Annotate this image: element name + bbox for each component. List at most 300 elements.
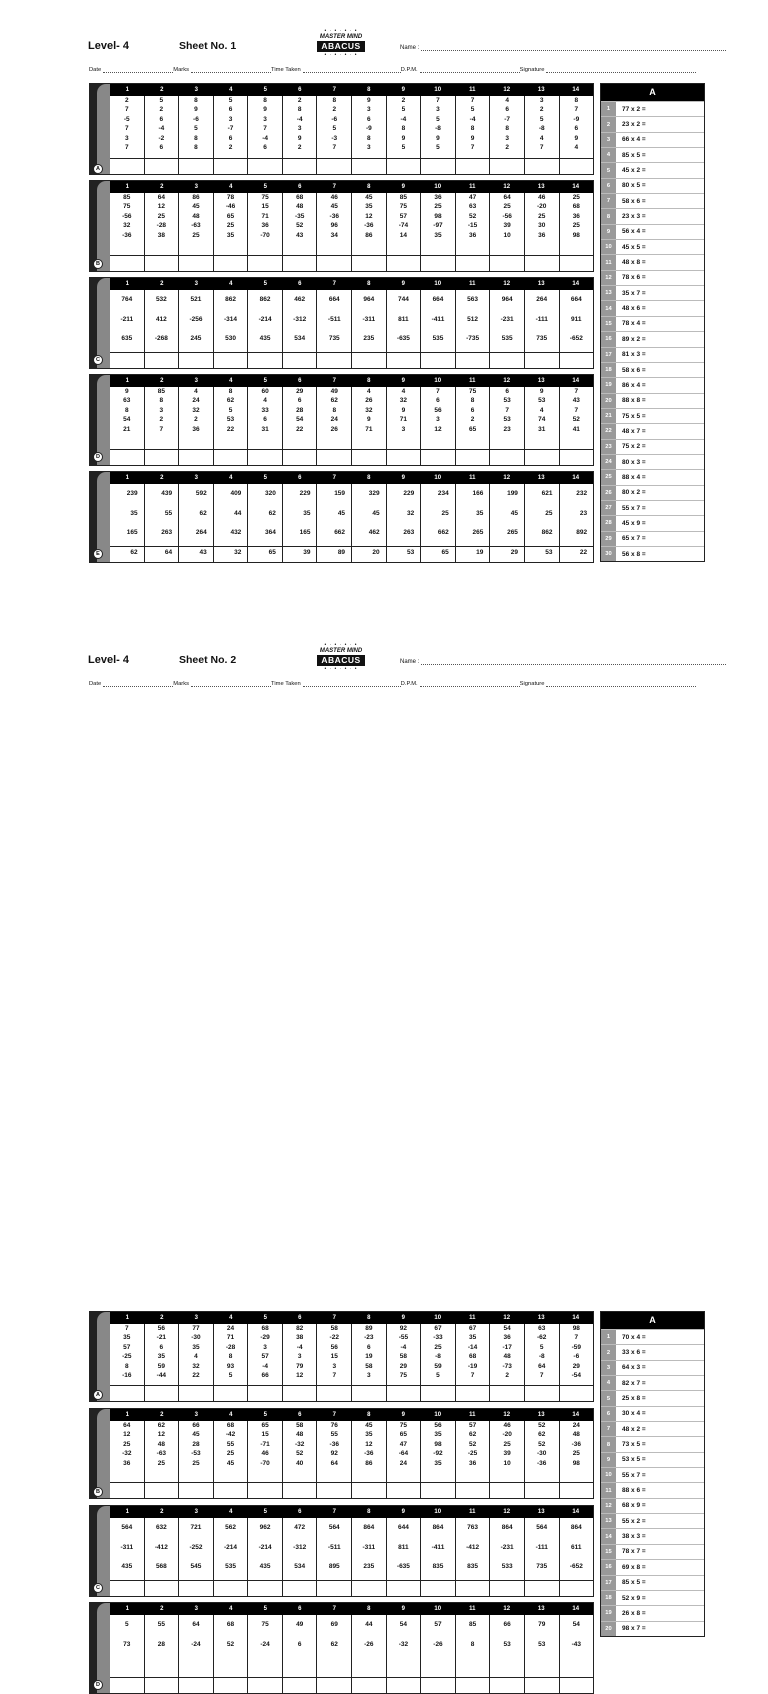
answer-cell[interactable] — [213, 450, 248, 465]
answer-cell[interactable] — [386, 1678, 421, 1693]
answer-cell[interactable] — [559, 256, 594, 271]
multiplication-row[interactable] — [601, 331, 704, 346]
answer-cell[interactable] — [282, 1678, 317, 1693]
block-letter-badge: C — [93, 1583, 103, 1593]
multiplication-row[interactable] — [601, 377, 704, 392]
answer-cell[interactable] — [316, 353, 351, 368]
answer-cell[interactable] — [178, 1483, 213, 1498]
problem-number: 64 — [538, 1362, 546, 1370]
problem-number: 263 — [403, 529, 415, 536]
time-taken-line[interactable] — [303, 681, 401, 687]
multiplication-row[interactable] — [601, 178, 704, 193]
problem-number: 49 — [330, 388, 338, 395]
answer-cell[interactable] — [316, 1581, 351, 1596]
problem-number: 862 — [541, 529, 553, 536]
column-number: 8 — [367, 1315, 371, 1321]
answer-cell[interactable] — [213, 547, 248, 562]
multiplication-row[interactable] — [601, 1329, 704, 1344]
answer-cell[interactable] — [213, 256, 248, 271]
problem-number: 24 — [572, 1422, 580, 1429]
multiplication-row[interactable] — [601, 1513, 704, 1528]
multiplication-row[interactable] — [601, 239, 704, 254]
answer-cell[interactable] — [420, 1678, 455, 1693]
multiplication-row[interactable] — [601, 515, 704, 530]
answer-cell[interactable] — [386, 159, 421, 174]
answer-cell[interactable] — [524, 1386, 559, 1401]
multiplication-row[interactable] — [601, 1498, 704, 1513]
answer-cell[interactable] — [455, 1386, 490, 1401]
answer-cell[interactable] — [351, 450, 386, 465]
answer-cell[interactable] — [524, 353, 559, 368]
multiplication-row[interactable] — [601, 1390, 704, 1405]
multiplication-row[interactable] — [601, 101, 704, 116]
multiplication-row[interactable] — [601, 1559, 704, 1574]
logo-top-text: MASTER MIND — [319, 34, 363, 40]
multiplication-row[interactable] — [601, 347, 704, 362]
answer-cell[interactable] — [282, 1483, 317, 1498]
problem-number: -36 — [571, 1440, 581, 1448]
problem-number: -411 — [431, 315, 445, 323]
answer-cell[interactable] — [524, 547, 559, 562]
answer-cell[interactable] — [247, 1483, 282, 1498]
multiplication-row[interactable] — [601, 270, 704, 285]
answer-cell[interactable] — [316, 1678, 351, 1693]
answer-cell[interactable] — [144, 1581, 179, 1596]
answer-cell[interactable] — [559, 159, 594, 174]
answer-cell[interactable] — [247, 353, 282, 368]
problem-number: 10 — [503, 231, 511, 239]
dpm-field[interactable] — [401, 67, 520, 73]
multiplication-row[interactable] — [601, 454, 704, 469]
multiplication-row[interactable] — [601, 1544, 704, 1559]
column-number: 8 — [367, 87, 371, 93]
answer-cell[interactable] — [316, 547, 351, 562]
answer-cell[interactable] — [351, 1386, 386, 1401]
time-taken-field[interactable] — [271, 681, 401, 687]
problem-number: 6 — [297, 1640, 302, 1648]
answer-cell[interactable] — [455, 547, 490, 562]
multiplication-row[interactable] — [601, 439, 704, 454]
problem-number: 835 — [432, 1563, 444, 1570]
answer-cell[interactable] — [420, 450, 455, 465]
answer-cell[interactable] — [282, 547, 317, 562]
marks-line[interactable] — [191, 67, 271, 73]
problem-number: 621 — [541, 490, 553, 497]
column-number: 4 — [229, 1606, 233, 1612]
answer-cell[interactable] — [524, 159, 559, 174]
answer-cell[interactable] — [559, 1678, 594, 1693]
multiplication-row[interactable] — [601, 469, 704, 484]
answer-cell[interactable] — [489, 450, 524, 465]
problem-column — [213, 484, 248, 556]
multiplication-row[interactable] — [601, 1436, 704, 1451]
multiplication-row[interactable] — [601, 500, 704, 515]
time-taken-line[interactable] — [303, 67, 401, 73]
problem-number: 58 — [296, 1422, 304, 1429]
signature-line[interactable] — [546, 67, 696, 73]
answer-cell[interactable] — [559, 547, 594, 562]
dpm-line[interactable] — [420, 67, 520, 73]
problem-column — [489, 1324, 524, 1385]
problem-number: 165 — [126, 529, 138, 536]
answer-cell[interactable] — [144, 547, 179, 562]
time-taken-field[interactable] — [271, 67, 401, 73]
answer-cell[interactable] — [110, 1483, 144, 1498]
multiplication-row[interactable] — [601, 254, 704, 269]
problem-number: 3 — [124, 134, 129, 142]
multiplication-row[interactable] — [601, 531, 704, 546]
problem-number: 635 — [121, 335, 133, 342]
problem-number: 65 — [468, 425, 477, 433]
answer-cell[interactable] — [247, 1678, 282, 1693]
answer-cell[interactable] — [144, 1483, 179, 1498]
problem-column — [144, 1615, 179, 1677]
multiplication-row[interactable] — [601, 300, 704, 315]
problem-number: -735 — [466, 335, 480, 342]
answer-cell[interactable] — [213, 1581, 248, 1596]
answer-cell[interactable] — [420, 1483, 455, 1498]
multiplication-row[interactable] — [601, 1421, 704, 1436]
row-number: 6 — [601, 179, 616, 193]
date-line[interactable] — [103, 681, 173, 687]
block-tab — [90, 181, 110, 271]
name-line[interactable] — [421, 44, 726, 51]
answer-cell[interactable] — [110, 256, 144, 271]
answer-cell[interactable] — [386, 547, 421, 562]
multiplication-row[interactable] — [601, 162, 704, 177]
multiplication-row[interactable] — [601, 1528, 704, 1543]
answer-cell[interactable] — [386, 1581, 421, 1596]
problem-number: 892 — [576, 529, 588, 536]
answer-cell[interactable] — [178, 1386, 213, 1401]
answer-cell[interactable] — [420, 1581, 455, 1596]
answer-cell[interactable] — [455, 353, 490, 368]
answer-cell[interactable] — [351, 1678, 386, 1693]
row-number: 19 — [601, 378, 616, 392]
answer-cell[interactable] — [110, 1678, 144, 1693]
problem-number: 29 — [510, 548, 518, 556]
answer-cell[interactable] — [316, 159, 351, 174]
problem-number: 39 — [503, 222, 511, 230]
answer-cell[interactable] — [178, 159, 213, 174]
answer-cell[interactable] — [316, 256, 351, 271]
multiplication-row[interactable] — [601, 316, 704, 331]
date-line[interactable] — [103, 67, 173, 73]
answer-cell[interactable] — [489, 256, 524, 271]
answer-row — [110, 1385, 593, 1401]
answer-cell[interactable] — [455, 1678, 490, 1693]
name-label: Name : — [400, 45, 420, 51]
problem-number: 56 — [330, 1343, 338, 1351]
answer-cell[interactable] — [316, 1483, 351, 1498]
date-field[interactable] — [89, 67, 173, 73]
answer-cell[interactable] — [489, 547, 524, 562]
answer-cell[interactable] — [524, 1581, 559, 1596]
problem-number: 8 — [505, 125, 509, 133]
row-number: 18 — [601, 1591, 616, 1605]
column-number: 4 — [229, 1412, 233, 1418]
answer-cell[interactable] — [144, 450, 179, 465]
answer-cell[interactable] — [213, 1483, 248, 1498]
problem-number: 54 — [572, 1621, 580, 1628]
problem-column — [559, 96, 594, 158]
multiplication-row[interactable] — [601, 224, 704, 239]
name-field[interactable] — [400, 44, 726, 51]
problem-number: 3 — [505, 134, 509, 142]
answer-cell[interactable] — [455, 256, 490, 271]
marks-field[interactable] — [173, 67, 271, 73]
answer-cell[interactable] — [559, 1483, 594, 1498]
answer-cell[interactable] — [178, 353, 213, 368]
problem-number: 25 — [123, 1440, 131, 1448]
answer-cell[interactable] — [489, 1483, 524, 1498]
signature-field[interactable] — [520, 67, 697, 73]
problem-number: 53 — [538, 1640, 546, 1648]
answer-cell[interactable] — [178, 1678, 213, 1693]
multiplication-row[interactable] — [601, 132, 704, 147]
multiplication-row[interactable] — [601, 147, 704, 162]
column-number: 14 — [572, 1509, 580, 1515]
multiplication-row[interactable] — [601, 1590, 704, 1605]
answer-cell[interactable] — [420, 547, 455, 562]
answer-cell[interactable] — [178, 1581, 213, 1596]
answer-cell[interactable] — [247, 450, 282, 465]
answer-cell[interactable] — [386, 1386, 421, 1401]
dpm-field[interactable] — [401, 681, 520, 687]
answer-cell[interactable] — [178, 547, 213, 562]
answer-cell[interactable] — [144, 1678, 179, 1693]
problem-number: -8 — [435, 1353, 441, 1361]
problem-column — [489, 193, 524, 255]
answer-cell[interactable] — [455, 1483, 490, 1498]
marks-field[interactable] — [173, 681, 271, 687]
problem-number: 3 — [367, 1372, 371, 1380]
problem-number: 5 — [124, 1621, 129, 1628]
column-number: 12 — [503, 1315, 511, 1321]
row-number: 20 — [601, 1622, 616, 1636]
problem-number: 36 — [468, 231, 477, 239]
column-number: 5 — [263, 184, 267, 190]
answer-cell[interactable] — [524, 1483, 559, 1498]
multiplication-row[interactable] — [601, 1344, 704, 1359]
problem-column — [110, 193, 144, 255]
answer-cell[interactable] — [316, 1386, 351, 1401]
answer-cell[interactable] — [110, 159, 144, 174]
answer-cell[interactable] — [178, 256, 213, 271]
multiplication-row[interactable] — [601, 1482, 704, 1497]
answer-cell[interactable] — [386, 353, 421, 368]
answer-cell[interactable] — [247, 159, 282, 174]
answer-cell[interactable] — [386, 450, 421, 465]
problem-column — [282, 193, 317, 255]
dpm-line[interactable] — [420, 681, 520, 687]
answer-cell[interactable] — [247, 256, 282, 271]
signature-field[interactable] — [520, 681, 697, 687]
problem-block — [89, 1408, 594, 1499]
answer-cell[interactable] — [420, 353, 455, 368]
name-line[interactable] — [421, 658, 726, 665]
answer-cell[interactable] — [282, 256, 317, 271]
problem-number: 265 — [472, 529, 484, 536]
answer-cell[interactable] — [213, 159, 248, 174]
problem-number: 25 — [503, 203, 511, 211]
problem-number: -652 — [569, 1563, 583, 1570]
problem-number: 62 — [157, 1422, 165, 1429]
column-number: 6 — [298, 184, 302, 190]
problem-number: 534 — [294, 1563, 306, 1570]
answer-cell[interactable] — [455, 159, 490, 174]
problem-number: 89 — [365, 1325, 373, 1332]
problem-number: 48 — [296, 1431, 304, 1439]
multiplication-row[interactable] — [601, 193, 704, 208]
problem-number: -44 — [156, 1372, 167, 1380]
answer-cell[interactable] — [144, 159, 179, 174]
problem-number: 764 — [121, 296, 133, 303]
multiplication-row[interactable] — [601, 1375, 704, 1390]
answer-cell[interactable] — [351, 256, 386, 271]
answer-cell[interactable] — [351, 159, 386, 174]
problem-number: 12 — [157, 203, 165, 211]
answer-cell[interactable] — [110, 547, 144, 562]
answer-cell[interactable] — [144, 1386, 179, 1401]
answer-cell[interactable] — [110, 353, 144, 368]
answer-cell[interactable] — [247, 547, 282, 562]
multiplication-row[interactable] — [601, 1621, 704, 1636]
problem-number: 41 — [572, 425, 580, 433]
problem-number: -42 — [225, 1431, 236, 1439]
column-number: 13 — [537, 475, 545, 481]
multiplication-row[interactable] — [601, 408, 704, 423]
problem-number: 71 — [399, 416, 408, 424]
problem-number: 744 — [397, 296, 409, 303]
problem-number: 4 — [194, 1353, 198, 1361]
answer-cell[interactable] — [213, 1678, 248, 1693]
marks-line[interactable] — [191, 681, 271, 687]
date-field[interactable] — [89, 681, 173, 687]
answer-cell[interactable] — [351, 1483, 386, 1498]
answer-cell[interactable] — [282, 353, 317, 368]
answer-cell[interactable] — [489, 159, 524, 174]
answer-cell[interactable] — [559, 450, 594, 465]
answer-cell[interactable] — [178, 450, 213, 465]
dpm-label: D.P.M. — [400, 67, 418, 73]
multiplication-row[interactable] — [601, 1605, 704, 1620]
problem-number: 229 — [299, 490, 311, 497]
problem-number: 64 — [503, 194, 511, 201]
multiplication-row[interactable] — [601, 1452, 704, 1467]
answer-cell[interactable] — [110, 1386, 144, 1401]
row-number: 18 — [601, 363, 616, 377]
answer-cell[interactable] — [386, 256, 421, 271]
answer-cell[interactable] — [351, 353, 386, 368]
multiplication-row[interactable] — [601, 393, 704, 408]
multiplication-row[interactable] — [601, 116, 704, 131]
answer-cell[interactable] — [213, 353, 248, 368]
problem-number: 45 — [337, 509, 346, 517]
multiplication-row[interactable] — [601, 208, 704, 223]
problem-number: 564 — [121, 1524, 133, 1531]
answer-cell[interactable] — [351, 547, 386, 562]
problem-column — [386, 193, 421, 255]
answer-cell[interactable] — [282, 450, 317, 465]
problem-number: 4 — [539, 406, 544, 414]
multiplication-row[interactable] — [601, 362, 704, 377]
problem-number: -7 — [504, 115, 511, 123]
column-number: 1 — [125, 184, 129, 190]
problem-number: 86 — [365, 1459, 373, 1467]
answer-cell[interactable] — [110, 1581, 144, 1596]
answer-cell[interactable] — [524, 1678, 559, 1693]
multiplication-row[interactable] — [601, 1575, 704, 1590]
answer-cell[interactable] — [420, 159, 455, 174]
answer-cell[interactable] — [110, 450, 144, 465]
column-number: 13 — [537, 281, 545, 287]
problem-number: 7 — [539, 144, 544, 152]
answer-cell[interactable] — [144, 256, 179, 271]
answer-cell[interactable] — [351, 1581, 386, 1596]
multiplication-row[interactable] — [601, 423, 704, 438]
answer-cell[interactable] — [386, 1483, 421, 1498]
multiplication-row[interactable] — [601, 485, 704, 500]
answer-cell[interactable] — [247, 1386, 282, 1401]
multiplication-row[interactable] — [601, 285, 704, 300]
answer-cell[interactable] — [282, 159, 317, 174]
level-label: Level- 4 — [88, 40, 129, 52]
answer-cell[interactable] — [559, 1386, 594, 1401]
answer-cell[interactable] — [559, 1581, 594, 1596]
column-number: 6 — [298, 1509, 302, 1515]
signature-line[interactable] — [546, 681, 696, 687]
answer-cell[interactable] — [420, 1386, 455, 1401]
multiplication-row[interactable] — [601, 1360, 704, 1375]
problem-number: 25 — [572, 222, 580, 230]
problem-number: 12 — [365, 212, 373, 220]
answer-cell[interactable] — [559, 353, 594, 368]
multiplication-row[interactable] — [601, 1406, 704, 1421]
answer-cell[interactable] — [524, 256, 559, 271]
answer-cell[interactable] — [282, 1386, 317, 1401]
answer-cell[interactable] — [524, 450, 559, 465]
answer-cell[interactable] — [455, 1581, 490, 1596]
multiplication-problem: 78 x 6 = — [622, 274, 646, 282]
answer-cell[interactable] — [144, 353, 179, 368]
answer-cell[interactable] — [420, 256, 455, 271]
column-number: 2 — [160, 378, 164, 384]
answer-cell[interactable] — [247, 1581, 282, 1596]
name-field[interactable] — [400, 658, 726, 665]
problem-number: 5 — [194, 125, 198, 133]
problem-number: 2 — [228, 144, 233, 152]
answer-cell[interactable] — [489, 1581, 524, 1596]
problem-column — [282, 290, 317, 352]
problem-number: 48 — [157, 1440, 165, 1448]
answer-cell[interactable] — [455, 450, 490, 465]
answer-cell[interactable] — [316, 450, 351, 465]
answer-cell[interactable] — [213, 1386, 248, 1401]
block-tab — [90, 1603, 110, 1693]
multiplication-row[interactable] — [601, 546, 704, 561]
answer-cell[interactable] — [489, 1386, 524, 1401]
answer-cell[interactable] — [489, 353, 524, 368]
answer-cell[interactable] — [489, 1678, 524, 1693]
problem-number: 632 — [155, 1524, 167, 1531]
row-number: 2 — [601, 117, 616, 131]
row-number: 21 — [601, 409, 616, 423]
row-number: 8 — [601, 1437, 616, 1451]
answer-cell[interactable] — [282, 1581, 317, 1596]
problem-number: 2 — [159, 416, 164, 424]
multiplication-row[interactable] — [601, 1467, 704, 1482]
